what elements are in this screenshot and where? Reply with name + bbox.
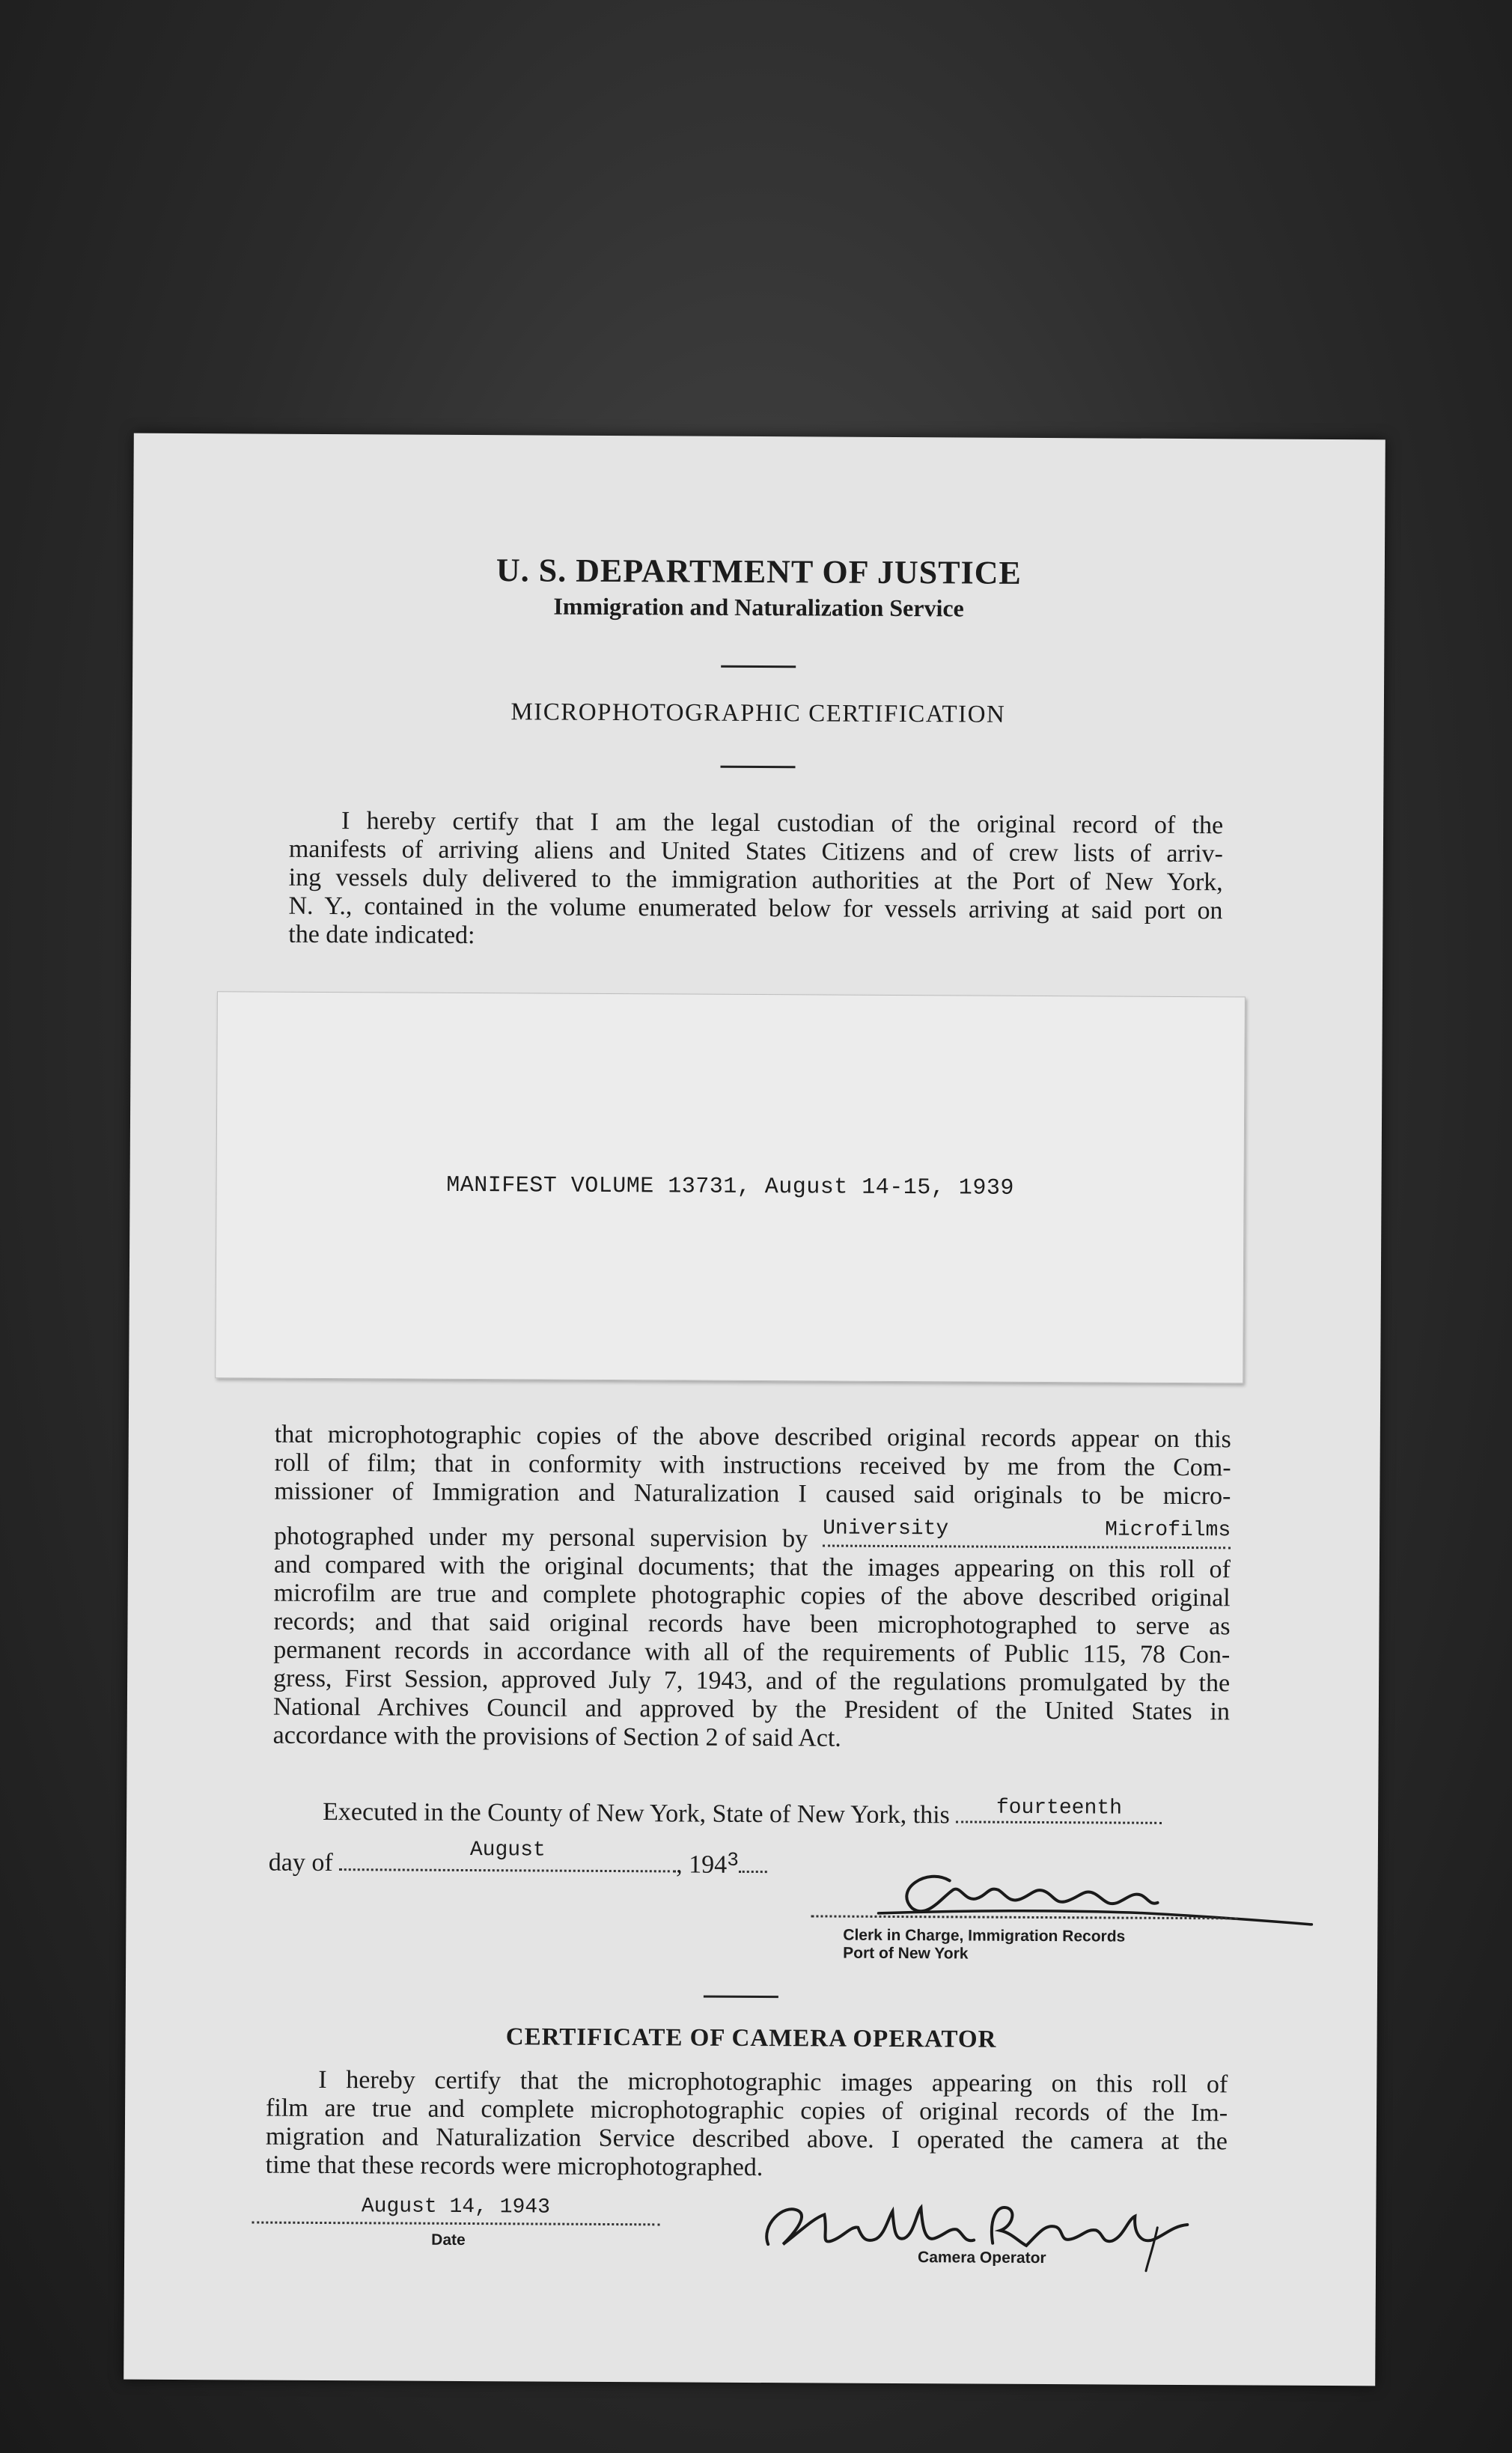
department-title: U. S. DEPARTMENT OF JUSTICE [496, 552, 1022, 591]
text-line: records; and that said original records have been microphotographed to serve as [273, 1607, 1231, 1641]
text-line: permanent records in accordance with all of the requirements of Public 115, 78 Con- [273, 1636, 1231, 1669]
text-line: accordance with the provisions of Section 2 of said Act. [272, 1721, 841, 1752]
text-line: gress, First Session, approved July 7, 1943, and of the regulations promulgated by the [273, 1664, 1231, 1698]
year-digit: 3 [727, 1848, 739, 1871]
day-of-prefix: day of [268, 1848, 333, 1877]
intro-paragraph [288, 807, 1223, 954]
executed-line [323, 1791, 1162, 1831]
supervisor-value: University Microfilms [823, 1517, 1231, 1543]
executed-prefix: Executed in the County of New York, State of New York, this [323, 1797, 950, 1829]
supervision-line [274, 1515, 1231, 1556]
date-line [252, 2221, 659, 2225]
text-line: ing vessels duly delivered to the immigration authorities at the Port of New York, [288, 863, 1223, 897]
clerk-title [843, 1927, 1125, 1964]
text-line: the date indicated: [288, 920, 475, 950]
text-line: N. Y., contained in the volume enumerated below for vessels arriving at said port on [288, 892, 1223, 925]
clerk-title-line: Clerk in Charge, Immigration Records [843, 1926, 1126, 1945]
date-value: August 14, 1943 [361, 2195, 551, 2219]
volume-card [215, 991, 1246, 1383]
text-line: I hereby certify that I am the legal custodian of the original record of the [341, 807, 1224, 840]
divider [704, 1996, 778, 1999]
body-paragraph [273, 1421, 1231, 1755]
text-line: missioner of Immigration and Naturalization I caused said originals to be micro- [274, 1477, 1231, 1511]
text-line: migration and Naturalization Service described above. I operated the camera at the [265, 2122, 1228, 2156]
month-field [339, 1838, 676, 1872]
text-line: National Archives Council and approved by the President of the United States in [272, 1692, 1230, 1726]
date-label: Date [431, 2231, 466, 2249]
year-prefix: , 194 [676, 1850, 728, 1879]
supervision-prefix: photographed under my personal supervision by [274, 1522, 808, 1553]
text-line: manifests of arriving aliens and United States Citizens and of crew lists of arriv- [288, 835, 1223, 868]
supervisor-field [823, 1517, 1231, 1549]
text-line: I hereby certify that the microphotographic images appearing on this roll of [318, 2065, 1228, 2099]
text-line: that microphotographic copies of the above described original records appear on this [274, 1420, 1231, 1454]
text-line: roll of film; that in conformity with instructions received by me from the Com- [274, 1448, 1231, 1482]
camera-operator-title: CERTIFICATE OF CAMERA OPERATOR [505, 2023, 997, 2053]
camera-operator-paragraph [266, 2066, 1228, 2185]
executed-day-field [956, 1794, 1162, 1823]
service-subtitle: Immigration and Naturalization Service [553, 592, 964, 622]
text-line: microfilm are true and complete photographic copies of the above described original [273, 1579, 1231, 1612]
camera-operator-label: Camera Operator [918, 2249, 1046, 2267]
clerk-title-line: Port of New York [843, 1944, 969, 1963]
certificate-paper [124, 433, 1386, 2386]
month-value: August [469, 1838, 546, 1862]
text-line: time that these records were microphotographed. [265, 2151, 763, 2182]
volume-label: MANIFEST VOLUME 13731, August 14-15, 1939 [446, 1172, 1014, 1201]
certification-title: MICROPHOTOGRAPHIC CERTIFICATION [510, 698, 1006, 728]
divider [720, 766, 795, 769]
text-line: and compared with the original documents; that the images appearing on this roll of [273, 1550, 1231, 1584]
divider [721, 665, 796, 668]
year-field [739, 1844, 767, 1873]
executed-day-value: fourteenth [996, 1796, 1122, 1820]
day-of-line [268, 1838, 767, 1880]
text-line: film are true and complete microphotographic copies of original records of the Im- [266, 2094, 1228, 2127]
